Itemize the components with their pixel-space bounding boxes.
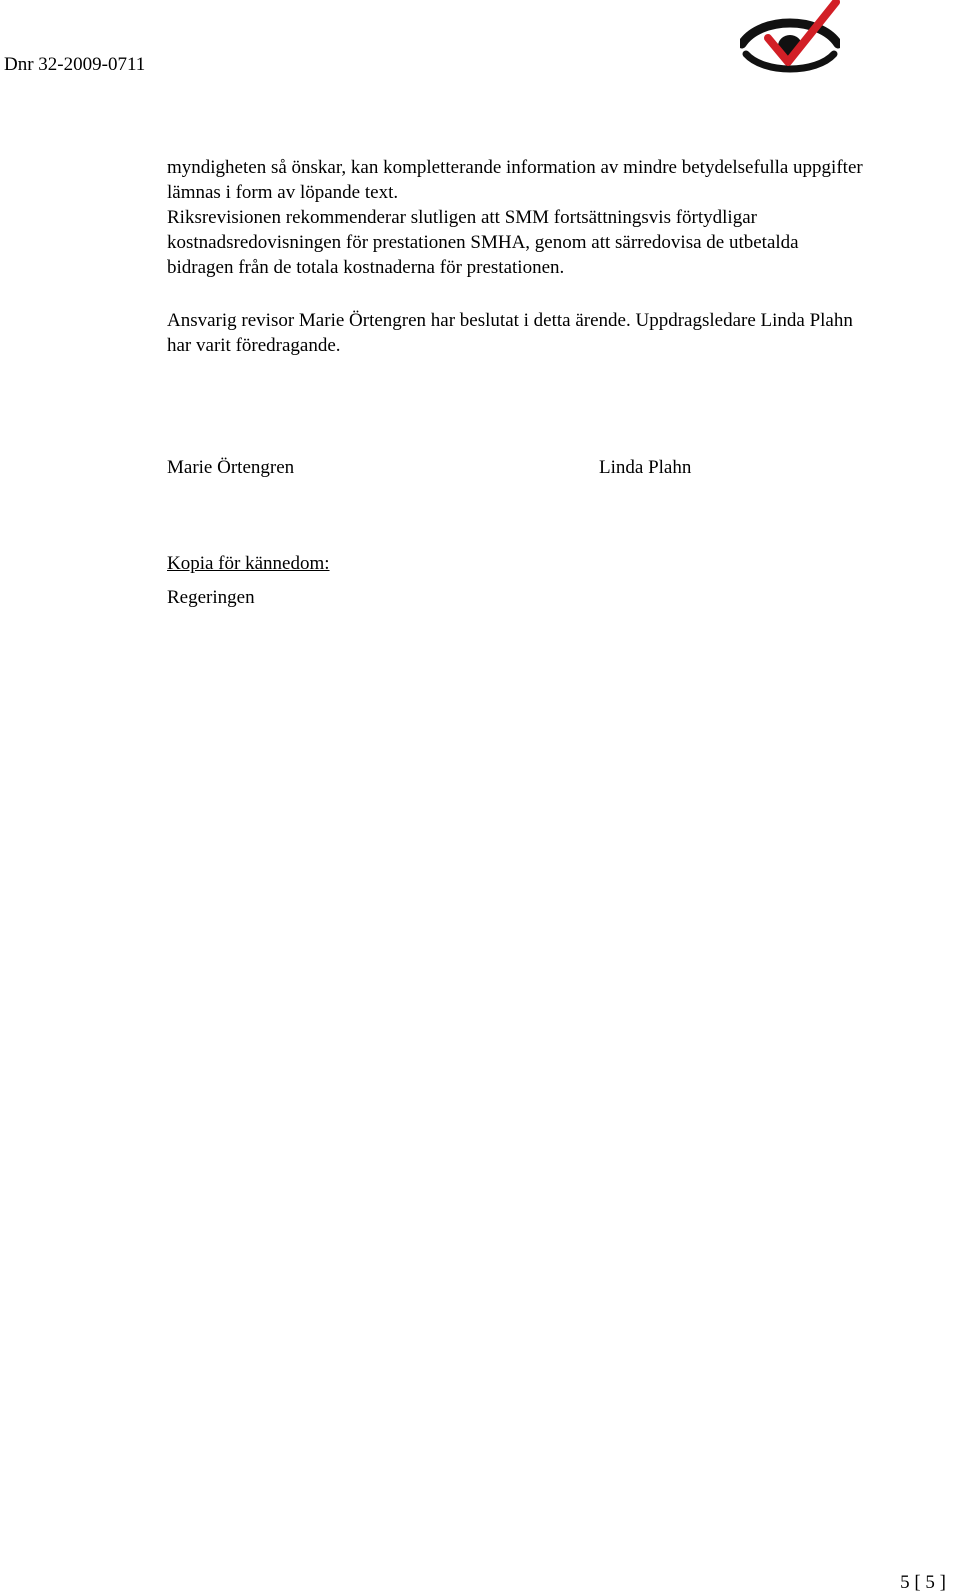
signature-right: Linda Plahn	[599, 457, 692, 478]
riksrevisionen-logo	[740, 0, 840, 76]
document-number: Dnr 32-2009-0711	[4, 54, 146, 75]
body-paragraph: Riksrevisionen rekommenderar slutligen att SMM fortsättningsvis förtydligar kostnadsredovisningen för prestationen SMHA, genom att särredovisa de utbetalda bidragen från de totala kostnaderna för prestationen.	[167, 207, 799, 278]
body-paragraph: Ansvarig revisor Marie Örtengren har beslutat i detta ärende. Uppdragsledare Linda Plahn har varit föredragande.	[167, 310, 853, 356]
letter-body	[167, 155, 867, 358]
copy-recipient: Regeringen	[167, 587, 255, 608]
body-paragraph: myndigheten så önskar, kan kompletterande information av mindre betydelsefulla uppgifter lämnas i form av löpande text.	[167, 157, 863, 203]
signature-left: Marie Örtengren	[167, 457, 295, 478]
page-number: 5 [ 5 ]	[900, 1572, 946, 1593]
copy-recipients	[167, 547, 330, 615]
copy-heading: Kopia för kännedom:	[167, 553, 330, 574]
